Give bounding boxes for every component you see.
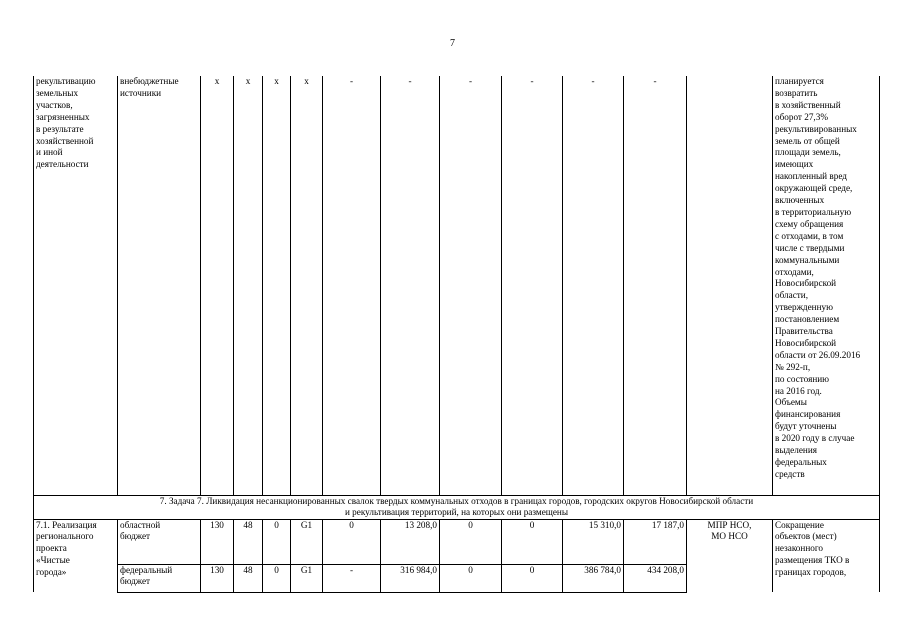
code-cell: х — [263, 76, 291, 495]
responsible-cell — [687, 76, 773, 495]
funding-source-cell: областной бюджет — [118, 519, 201, 564]
value-cell: 17 187,0 — [624, 519, 687, 564]
value-cell: 316 984,0 — [381, 564, 440, 592]
code-cell: х — [234, 76, 263, 495]
measure-name-cell: рекультивацию земельных участков, загрязненных в результате хозяйственной и иной деятельности — [34, 76, 118, 495]
code-cell: G1 — [291, 519, 323, 564]
value-cell: 0 — [440, 564, 502, 592]
code-cell: 0 — [263, 519, 291, 564]
value-cell: - — [323, 76, 381, 495]
value-cell: - — [563, 76, 624, 495]
value-cell: - — [323, 564, 381, 592]
responsible-cell: МПР НСО, МО НСО — [687, 519, 773, 592]
measure-name-cell: 7.1. Реализация регионального проекта «Чистые города» — [34, 519, 118, 592]
value-cell: 0 — [323, 519, 381, 564]
value-cell: - — [381, 76, 440, 495]
code-cell: 0 — [263, 564, 291, 592]
value-cell: 434 208,0 — [624, 564, 687, 592]
result-cell: Сокращение объектов (мест) незаконного размещения ТКО в границах городов, — [773, 519, 880, 592]
value-cell: 13 208,0 — [381, 519, 440, 564]
value-cell: 0 — [440, 519, 502, 564]
result-cell: планируется возвратить в хозяйственный оборот 27,3% рекультивированных земель от общей площади земель, имеющих накопленный вред окружающей среде, включенных в территориальную схему обращения с отходами, в том числе с твердыми коммунальными отходами, Новосибирской области, утвержденную постановлением Правительства Новосибирской области от 26.09.2016 № 292-п, по состоянию на 2016 год. Объемы финансирования будут уточнены в 2020 году в случае выделения федеральных средств — [773, 76, 880, 495]
value-cell: - — [440, 76, 502, 495]
value-cell: 0 — [502, 519, 563, 564]
value-cell: 0 — [502, 564, 563, 592]
value-cell: - — [624, 76, 687, 495]
page-number: 7 — [450, 38, 455, 49]
code-cell: 48 — [234, 519, 263, 564]
table-row — [34, 76, 880, 495]
code-cell: 130 — [201, 519, 234, 564]
code-cell: 130 — [201, 564, 234, 592]
value-cell: - — [502, 76, 563, 495]
funding-source-cell: федеральный бюджет — [118, 564, 201, 592]
value-cell: 386 784,0 — [563, 564, 624, 592]
code-cell: х — [201, 76, 234, 495]
code-cell: 48 — [234, 564, 263, 592]
table-row — [34, 519, 880, 564]
code-cell: G1 — [291, 564, 323, 592]
task-7-heading: 7. Задача 7. Ликвидация несанкционированных свалок твердых коммунальных отходов в границах городов, городских округов Новосибирской области и рекультивация территорий, на которых они размещены — [34, 495, 880, 519]
task-header-row — [34, 495, 880, 519]
value-cell: 15 310,0 — [563, 519, 624, 564]
budget-table — [33, 76, 880, 593]
funding-source-cell: внебюджетные источники — [118, 76, 201, 495]
code-cell: х — [291, 76, 323, 495]
